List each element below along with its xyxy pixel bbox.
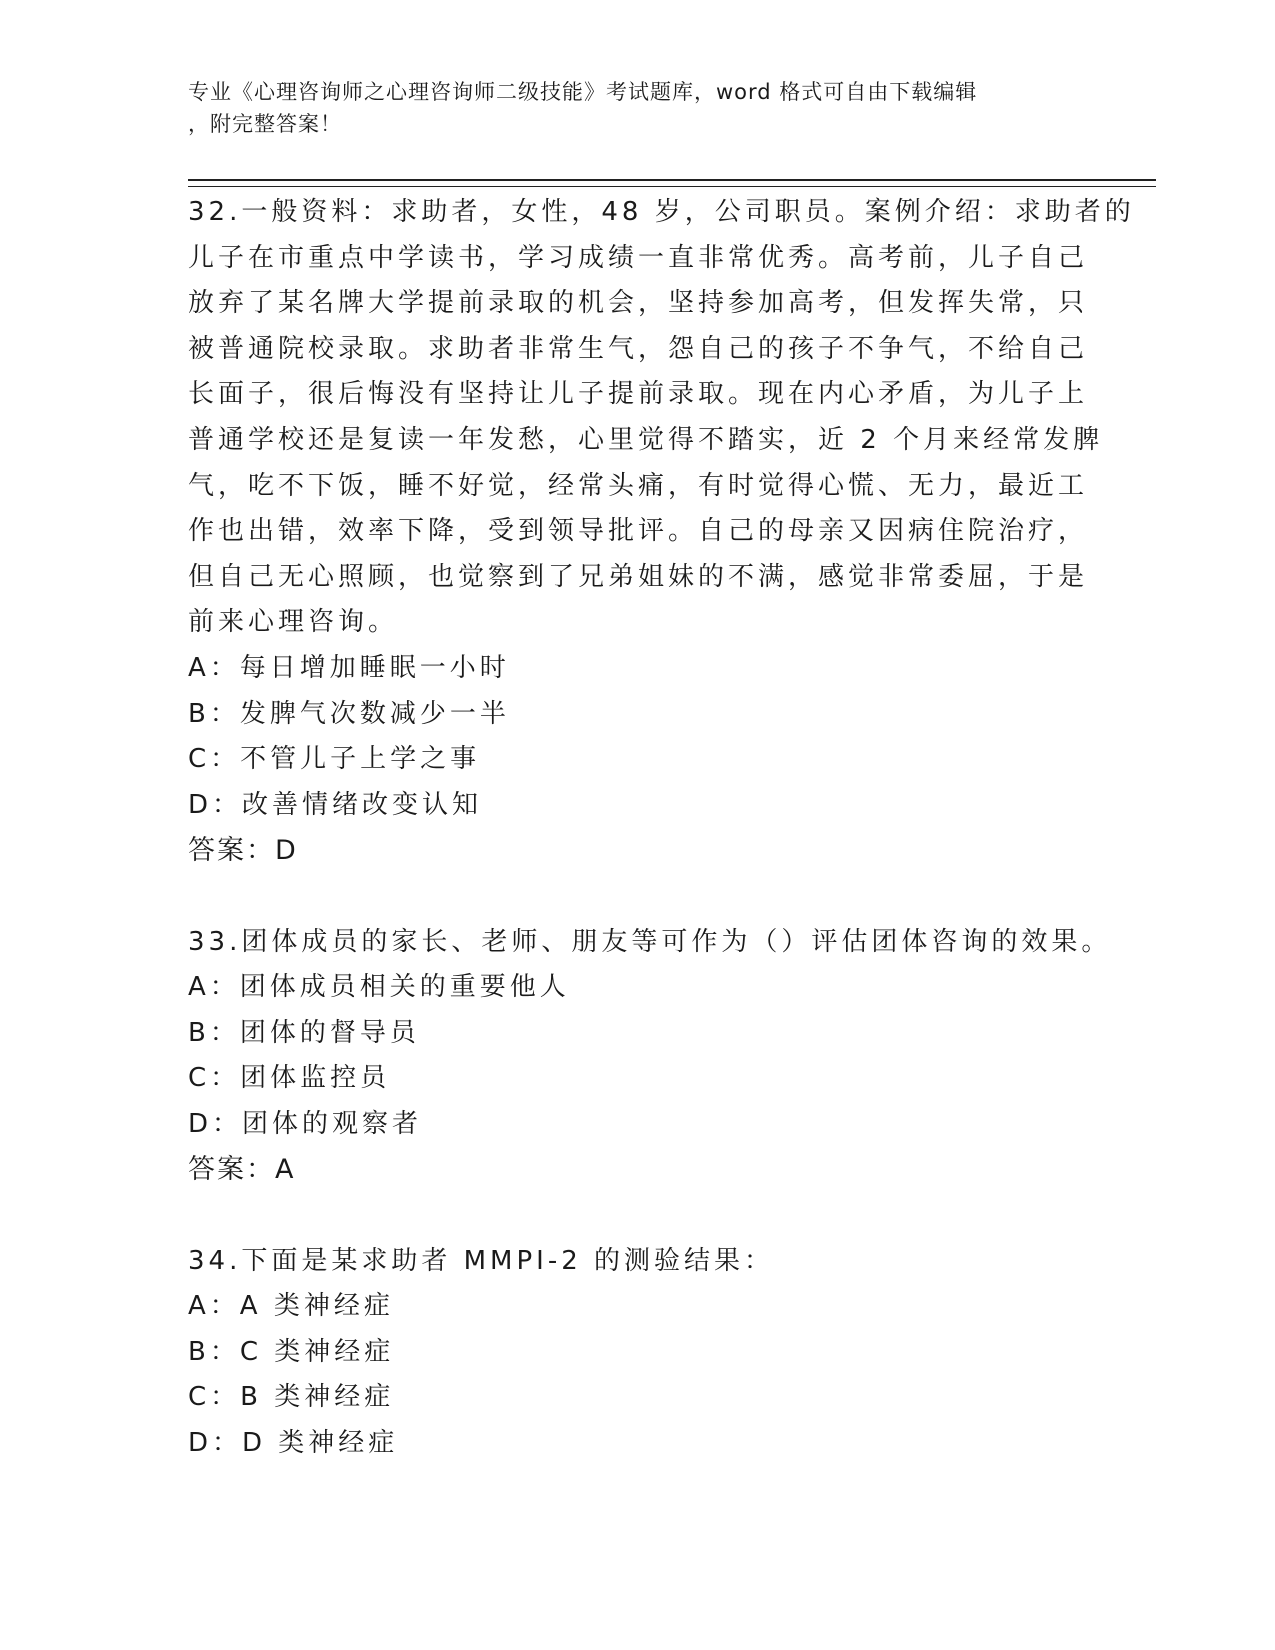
question-text-line: 作也出错，效率下降，受到领导批评。自己的母亲又因病住院治疗，: [188, 516, 1089, 547]
header-divider-thin: [188, 186, 1156, 187]
option-d: D：团体的观察者: [188, 1108, 423, 1139]
answer-line: 答案：A: [188, 1154, 296, 1186]
answer-line: 答案：D: [188, 835, 298, 867]
question-text-line: 气，吃不下饭，睡不好觉，经常头痛，有时觉得心慌、无力，最近工: [188, 470, 1089, 501]
option-c: C：B 类神经症: [188, 1382, 395, 1413]
option-d: D：改善情绪改变认知: [188, 789, 483, 820]
header-divider-thick: [188, 179, 1156, 181]
question-33: [188, 920, 1112, 1194]
spacer: [188, 874, 1088, 920]
option-a: A：每日增加睡眠一小时: [188, 652, 510, 683]
question-text-line: 32.一般资料：求助者，女性，48 岁，公司职员。案例介绍：求助者的: [188, 197, 1135, 227]
question-34: [188, 1239, 1088, 1467]
question-text-line: 放弃了某名牌大学提前录取的机会，坚持参加高考，但发挥失常，只: [188, 288, 1089, 319]
option-c: C：团体监控员: [188, 1063, 391, 1094]
question-32: [188, 190, 1135, 874]
option-c: C：不管儿子上学之事: [188, 744, 481, 775]
option-b: B：团体的督导员: [188, 1017, 420, 1048]
header-line-1: 专业《心理咨询师之心理咨询师二级技能》考试题库，word 格式可自由下载编辑: [188, 80, 978, 104]
document-header: [188, 76, 1068, 140]
question-text-line: 33.团体成员的家长、老师、朋友等可作为（）评估团体咨询的效果。: [188, 926, 1112, 957]
question-list: [188, 190, 1135, 1467]
question-text-line: 但自己无心照顾，也觉察到了兄弟姐妹的不满，感觉非常委屈，于是: [188, 561, 1089, 592]
question-text-line: 儿子在市重点中学读书，学习成绩一直非常优秀。高考前，儿子自己: [188, 242, 1089, 273]
question-text-line: 普通学校还是复读一年发愁，心里觉得不踏实，近 2 个月来经常发脾: [188, 424, 1104, 455]
option-b: B：发脾气次数减少一半: [188, 698, 510, 729]
question-text-line: 34.下面是某求助者 MMPI-2 的测验结果：: [188, 1245, 775, 1276]
option-d: D：D 类神经症: [188, 1428, 399, 1459]
option-b: B：C 类神经症: [188, 1336, 395, 1367]
header-line-2: ，附完整答案！: [188, 112, 342, 136]
question-text-line: 长面子，很后悔没有坚持让儿子提前录取。现在内心矛盾，为儿子上: [188, 379, 1089, 410]
option-a: A：团体成员相关的重要他人: [188, 972, 570, 1003]
question-text-line: 前来心理咨询。: [188, 607, 399, 638]
question-text-line: 被普通院校录取。求助者非常生气，怨自己的孩子不争气，不给自己: [188, 333, 1089, 364]
option-a: A：A 类神经症: [188, 1291, 394, 1322]
spacer: [188, 1193, 1088, 1239]
